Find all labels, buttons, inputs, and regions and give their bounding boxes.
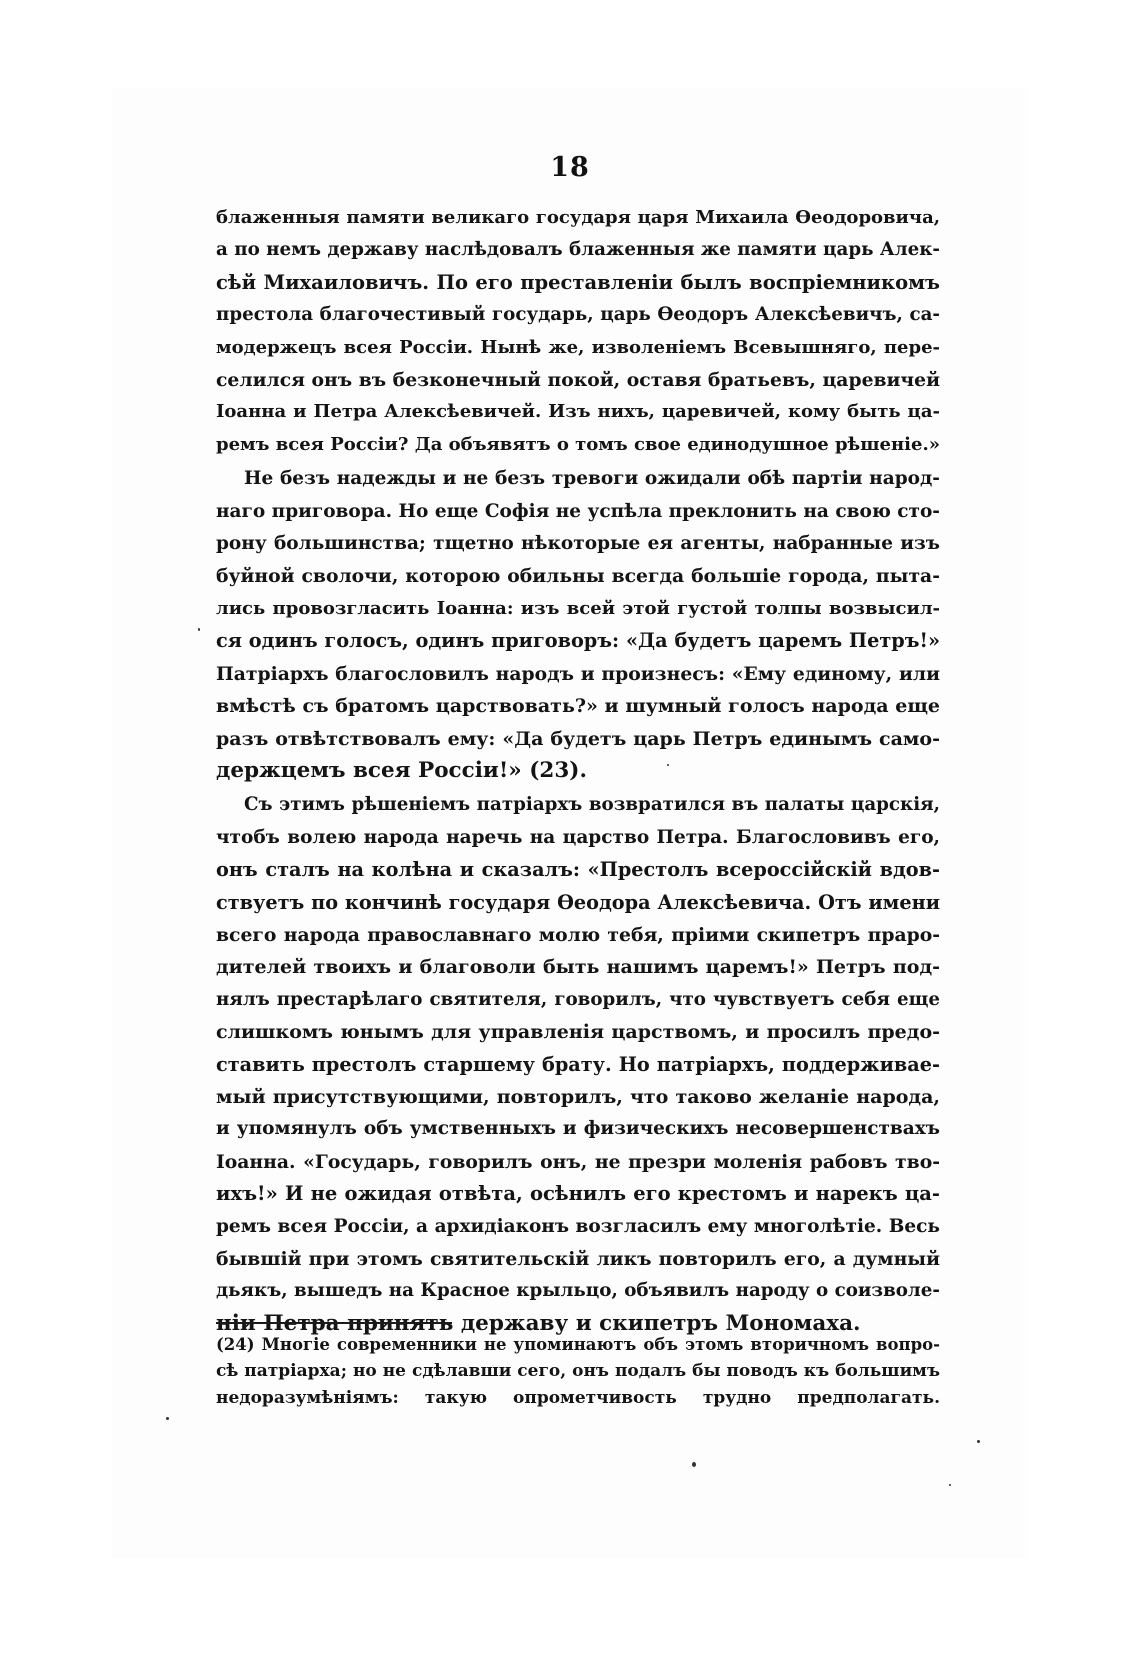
scan-speck [977, 1440, 980, 1443]
paragraph-3 [216, 789, 940, 1340]
scan-speck [198, 628, 200, 631]
scan-speck [667, 764, 669, 766]
text-line: рону большинства; тщетно нѣкоторые ея агенты, набранные изъ [216, 533, 940, 555]
text-line: разъ отвѣтствовалъ ему: «Да будетъ царь Петръ единымъ само- [216, 727, 940, 750]
footnote [216, 1331, 940, 1412]
text-line: всего народа православнаго молю тебя, пріими скипетръ праро- [216, 923, 940, 946]
text-line: селился онъ въ безконечный покой, оставя братьевъ, царевичей [216, 369, 940, 392]
footnote-line: (24) Многіе современники не упоминаютъ объ этомъ вторичномъ вопро- [216, 1335, 940, 1354]
text-line: чтобъ волею народа наречь на царство Петра. Благословивъ его, [216, 826, 940, 848]
text-line: лись провозгласить Іоанна: изъ всей этой густой толпы возвысил- [216, 597, 940, 619]
scan-speck [166, 1417, 169, 1420]
text-line: дителей твоихъ и благоволи быть нашимъ царемъ!» Петръ под- [216, 956, 940, 979]
text-line: ихъ!» И не ожидая отвѣта, осѣнилъ его крестомъ и нарекъ ца- [216, 1182, 940, 1206]
text-line: блаженныя памяти великаго государя царя Михаила Өеодоровича, [216, 207, 940, 228]
text-line: онъ сталъ на колѣна и сказалъ: «Престолъ всероссійскій вдов- [216, 858, 940, 882]
text-line: и упомянулъ объ умственныхъ и физическихъ несовершенствахъ [216, 1118, 940, 1140]
text-line: модержецъ всея Россіи. Нынѣ же, изволеніемъ Всевышняго, пере- [216, 336, 940, 358]
text-line: держцемъ всея Россіи!» (23). [216, 757, 587, 783]
text-line: вмѣстѣ съ братомъ царствовать?» и шумный голосъ народа еще [216, 695, 940, 718]
text-line: дьякъ, вышедъ на Красное крыльцо, объявилъ народу о соизволе- [216, 1280, 940, 1302]
scan-speck [949, 1484, 951, 1486]
main-text [216, 202, 940, 1340]
text-line: наго приговора. Но еще Софія не успѣла преклонить на свою сто- [216, 500, 940, 522]
text-line: а по немъ державу наслѣдовалъ блаженныя же памяти царь Алек- [216, 239, 940, 261]
text-line: ся одинъ голосъ, одинъ приговоръ: «Да будетъ царемъ Петръ!» [216, 629, 940, 653]
text-line: ствуетъ по кончинѣ государя Өеодора Алексѣевича. Отъ имени [216, 890, 940, 914]
page-number: 18 [550, 152, 590, 183]
footnote-divider [216, 1322, 452, 1324]
text-line: Съ этимъ рѣшеніемъ патріархъ возвратился въ палаты царскія, [244, 794, 940, 816]
text-line: ставить престолъ старшему брату. Но патріархъ, поддерживае- [216, 1052, 940, 1076]
text-line: престола благочестивый государь, царь Өеодоръ Алексѣевичъ, са- [216, 304, 940, 326]
text-line: слишкомъ юнымъ для управленія царствомъ, и просилъ предо- [216, 1021, 940, 1044]
paragraph-1 [216, 202, 940, 461]
text-line: сѣй Михаиловичъ. По его преставленіи былъ воспріемникомъ [216, 270, 940, 294]
text-line: Іоанна. «Государь, говорилъ онъ, не презри моленія рабовъ тво- [216, 1150, 940, 1173]
text-line: буйной сволочи, которою обильны всегда большіе города, пыта- [216, 565, 940, 588]
scan-speck [692, 1462, 696, 1467]
text-line: бывшій при этомъ святительскій ликъ повторилъ его, а думный [216, 1248, 940, 1270]
text-line: ніи Петра принять державу и скипетръ Мономаха. [216, 1310, 861, 1336]
text-line: Патріархъ благословилъ народъ и произнесъ: «Ему единому, или [216, 662, 940, 685]
footnote-line: сѣ патріарха; но не сдѣлавши сего, онъ подалъ бы поводъ къ большимъ [216, 1361, 940, 1381]
footnote-line: недоразумѣніямъ: такую опрометчивость трудно предполагать. [216, 1388, 940, 1408]
text-line: Іоанна и Петра Алексѣевичей. Изъ нихъ, царевичей, кому быть ца- [216, 401, 940, 423]
text-line: ремъ всея Россіи? Да объявятъ о томъ свое единодушное рѣшеніе.» [216, 433, 940, 455]
text-line: мый присутствующими, повторилъ, что таково желаніе народа, [216, 1085, 940, 1108]
paragraph-2 [216, 463, 940, 787]
text-line: Не безъ надежды и не безъ тревоги ожидали обѣ партіи народ- [244, 468, 940, 490]
text-line: ремъ всея Россіи, а архидіаконъ возгласилъ ему многолѣтіе. Весь [216, 1215, 940, 1237]
text-line: нялъ престарѣлаго святителя, говорилъ, что чувствуетъ себя еще [216, 988, 940, 1010]
